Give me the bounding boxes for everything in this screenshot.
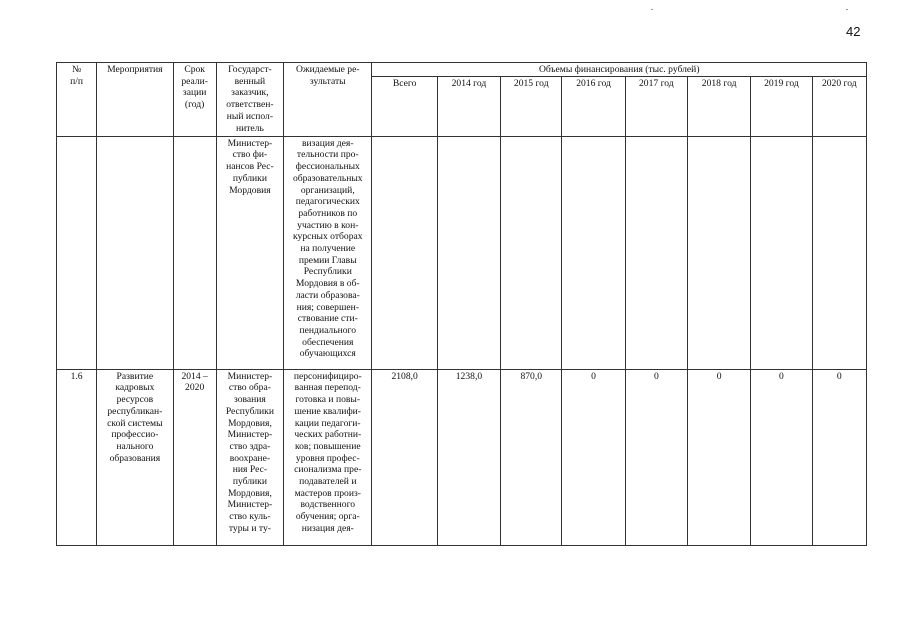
table-row-1-6 xyxy=(57,369,867,545)
cell-2014: 1238,0 xyxy=(437,369,500,545)
cell-2015: 870,0 xyxy=(501,369,562,545)
cell-total xyxy=(372,136,437,369)
header-customer: Государст- венный заказчик, ответствен- ный испол- нитель xyxy=(216,63,283,137)
cell-2019: 0 xyxy=(751,369,812,545)
cell-2018: 0 xyxy=(687,369,750,545)
cell-total: 2108,0 xyxy=(372,369,437,545)
cell-term: 2014 – 2020 xyxy=(173,369,216,545)
cell-2017 xyxy=(625,136,687,369)
header-year-2016: 2016 год xyxy=(562,76,625,136)
header-year-2015: 2015 год xyxy=(501,76,562,136)
header-term: Срок реали- зации (год) xyxy=(173,63,216,137)
program-table xyxy=(56,62,867,546)
cell-num xyxy=(57,136,97,369)
cell-2019 xyxy=(751,136,812,369)
header-event: Мероприятия xyxy=(97,63,173,137)
cell-customer: Министер- ство обра- зования Республики Мордовия, Министер- ство здра- воохране- ния Рес- публики Мордовия, Министер- ство куль- туры и ту- xyxy=(216,369,283,545)
header-year-2018: 2018 год xyxy=(687,76,750,136)
cell-2016: 0 xyxy=(562,369,625,545)
scan-speck xyxy=(651,9,653,10)
header-num: № п/п xyxy=(57,63,97,137)
header-year-2019: 2019 год xyxy=(751,76,812,136)
cell-2014 xyxy=(437,136,500,369)
header-row-top xyxy=(57,63,867,77)
header-financing: Объемы финансирования (тыс. рублей) xyxy=(372,63,867,77)
header-year-2014: 2014 год xyxy=(437,76,500,136)
cell-customer: Министер- ство фи- нансов Рес- публики Мордовия xyxy=(216,136,283,369)
cell-num: 1.6 xyxy=(57,369,97,545)
header-year-2017: 2017 год xyxy=(625,76,687,136)
cell-event: Развитие кадровых ресурсов республикан- ской системы профессио- нального образования xyxy=(97,369,173,545)
cell-2020 xyxy=(812,136,866,369)
header-results: Ожидаемые ре- зультаты xyxy=(284,63,372,137)
page-number: 42 xyxy=(846,24,861,39)
cell-2020: 0 xyxy=(812,369,866,545)
table-row-continuation xyxy=(57,136,867,369)
header-year-total: Всего xyxy=(372,76,437,136)
cell-results: визация дея- тельности про- фессиональных образовательных организаций, педагогических работников по участию в кон- курсных отборах на получение премии Главы Республики Мордовия в об- ласти образова- ния; совершен- ствование сти- пендиального обеспечения обучающихся xyxy=(284,136,372,369)
header-year-2020: 2020 год xyxy=(812,76,866,136)
cell-2018 xyxy=(687,136,750,369)
cell-results: персонифициро- ванная перепод- готовка и повы- шение квалифи- кации педагоги- ческих работни- ков; повышение уровня профес- сионализма пре- подавателей и мастеров произ- водственного обучения; орга- низация дея- xyxy=(284,369,372,545)
cell-term xyxy=(173,136,216,369)
cell-2015 xyxy=(501,136,562,369)
scan-speck xyxy=(846,9,848,10)
cell-event xyxy=(97,136,173,369)
cell-2016 xyxy=(562,136,625,369)
cell-2017: 0 xyxy=(625,369,687,545)
